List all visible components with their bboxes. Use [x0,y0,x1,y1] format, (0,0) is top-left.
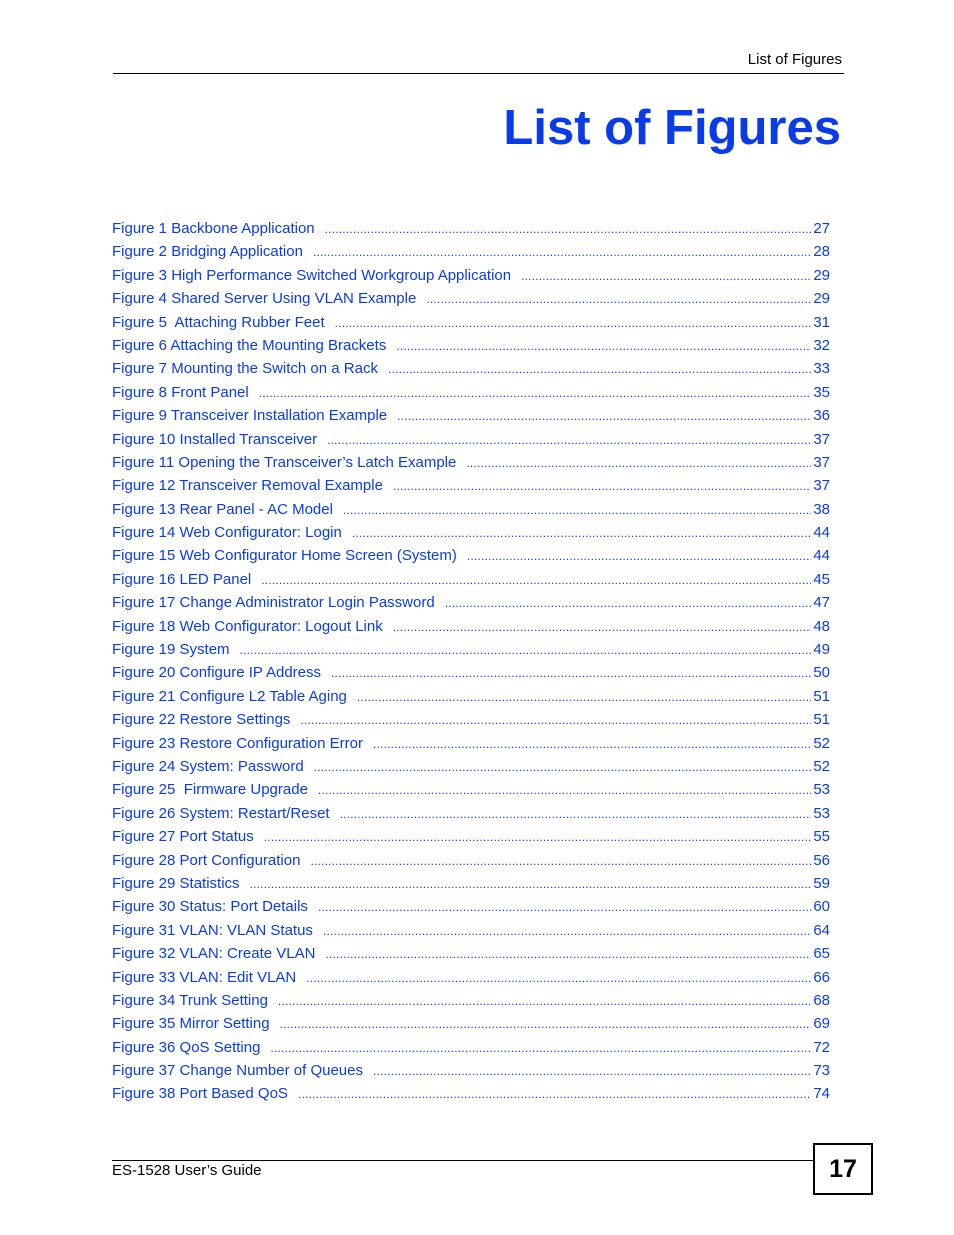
dot-leader [343,499,811,521]
figure-entry[interactable] [112,264,830,287]
figure-entry-page[interactable]: 28 [813,243,830,261]
dot-leader [300,709,811,731]
figure-entry-label[interactable]: Figure 12 Transceiver Removal Example [112,477,383,495]
figure-entry-label[interactable]: Figure 22 Restore Settings [112,711,291,729]
dot-leader [396,335,811,357]
figure-entry-label[interactable]: Figure 5 Attaching Rubber Feet [112,313,325,331]
figure-entry-label[interactable]: Figure 23 Restore Configuration Error [112,734,363,752]
figure-entry-page[interactable]: 52 [813,757,830,775]
figure-entry[interactable] [112,942,830,965]
figure-entry-page[interactable]: 44 [813,547,830,565]
dot-leader [240,639,812,661]
figure-entry-page[interactable]: 45 [813,570,830,588]
dot-leader [340,803,812,825]
footer-guide-name: ES-1528 User’s Guide [112,1162,262,1179]
figure-entry[interactable] [112,381,830,404]
dot-leader [259,382,812,404]
figure-entry-page[interactable]: 29 [813,266,830,284]
figure-entry[interactable] [112,357,830,380]
figure-entry-label[interactable]: Figure 26 System: Restart/Reset [112,804,330,822]
figure-entry[interactable] [112,732,830,755]
figure-entry-label[interactable]: Figure 25 Firmware Upgrade [112,781,308,799]
figure-entry-label[interactable]: Figure 35 Mirror Setting [112,1015,270,1033]
figure-entry-label[interactable]: Figure 30 Status: Port Details [112,898,308,916]
figure-entry[interactable] [112,661,830,684]
figure-entry[interactable] [112,615,830,638]
figure-entry[interactable] [112,404,830,427]
figure-entry-label[interactable]: Figure 37 Change Number of Queues [112,1062,363,1080]
figure-entry[interactable] [112,334,830,357]
figure-entry[interactable] [112,755,830,778]
figure-entry-page[interactable]: 68 [813,991,830,1009]
figure-entry-label[interactable]: Figure 36 QoS Setting [112,1038,261,1056]
figure-entry-label[interactable]: Figure 9 Transceiver Installation Example [112,407,388,425]
dot-leader [323,920,811,942]
figure-entry[interactable] [112,895,830,918]
figure-entry-page[interactable]: 59 [813,874,830,892]
figure-entry-page[interactable]: 47 [813,594,830,612]
dot-leader [325,943,811,965]
figure-entry-label[interactable]: Figure 28 Port Configuration [112,851,301,869]
figure-entry-page[interactable]: 49 [813,641,830,659]
figure-entry-page[interactable]: 50 [813,664,830,682]
dot-leader [335,312,812,334]
figure-entry-label[interactable]: Figure 3 High Performance Switched Workgroup Application [112,266,512,284]
dot-leader [352,522,811,544]
figure-entry[interactable] [112,1059,830,1082]
dot-leader [521,265,811,287]
figure-entry-label[interactable]: Figure 13 Rear Panel - AC Model [112,500,333,518]
dot-leader [388,358,811,380]
figure-entry-page[interactable]: 72 [813,1038,830,1056]
figure-entry[interactable] [112,311,830,334]
dot-leader [467,545,811,567]
figure-entry-label[interactable]: Figure 14 Web Configurator: Login [112,524,342,542]
figure-entry-label[interactable]: Figure 11 Opening the Transceiver’s Latch Example [112,453,457,471]
figure-entry-page[interactable]: 66 [813,968,830,986]
dot-leader [466,452,811,474]
dot-leader [278,990,811,1012]
dot-leader [318,779,811,801]
dot-leader [331,662,811,684]
dot-leader [264,826,812,848]
figure-entry-page[interactable]: 37 [813,453,830,471]
figure-entry-label[interactable]: Figure 7 Mounting the Switch on a Rack [112,360,378,378]
figure-entry-label[interactable]: Figure 19 System [112,641,230,659]
figure-entry-page[interactable]: 51 [813,711,830,729]
figure-entry[interactable] [112,989,830,1012]
figure-entry-label[interactable]: Figure 24 System: Password [112,757,304,775]
figure-entry-page[interactable]: 65 [813,945,830,963]
figure-entry-page[interactable]: 56 [813,851,830,869]
figure-entry[interactable] [112,474,830,497]
figure-entry-page[interactable]: 37 [813,430,830,448]
figure-entry-label[interactable]: Figure 1 Backbone Application [112,220,315,237]
dot-leader [250,873,812,895]
dot-leader [314,756,812,778]
dot-leader [318,896,811,918]
figure-entry-page[interactable]: 74 [813,1085,830,1103]
dot-leader [397,405,811,427]
figure-entry-label[interactable]: Figure 16 LED Panel [112,570,252,588]
dot-leader [357,686,811,708]
figure-entry-label[interactable]: Figure 8 Front Panel [112,383,249,401]
dot-leader [270,1037,811,1059]
figure-entry[interactable] [112,778,830,801]
figure-entry[interactable] [112,919,830,942]
figure-entry-label[interactable]: Figure 6 Attaching the Mounting Brackets [112,336,387,354]
running-header: List of Figures [747,51,842,68]
figure-entry-page[interactable]: 44 [813,524,830,542]
dot-leader [280,1013,812,1035]
figure-entry-label[interactable]: Figure 29 Statistics [112,874,240,892]
page-number-box [813,1143,873,1195]
figure-entry-page[interactable]: 32 [813,336,830,354]
figure-entry[interactable] [112,966,830,989]
figure-entry-label[interactable]: Figure 10 Installed Transceiver [112,430,318,448]
figure-entry-page[interactable]: 52 [813,734,830,752]
dot-leader [445,592,812,614]
figure-entry[interactable] [112,428,830,451]
figure-entry-page[interactable]: 53 [813,781,830,799]
dot-leader [310,850,811,872]
dot-leader [325,218,812,240]
figure-entry-label[interactable]: Figure 38 Port Based QoS [112,1085,288,1103]
dot-leader [313,241,811,263]
dot-leader [298,1083,811,1105]
figure-entry[interactable] [112,287,830,310]
figure-entry-label[interactable]: Figure 20 Configure IP Address [112,664,322,682]
figure-entry-page[interactable]: 53 [813,804,830,822]
dot-leader [393,616,812,638]
figure-entry[interactable] [112,1036,830,1059]
figure-entry[interactable] [112,685,830,708]
figure-entry-label[interactable]: Figure 32 VLAN: Create VLAN [112,945,316,963]
dot-leader [426,288,811,310]
dot-leader [373,1060,811,1082]
figure-entry[interactable] [112,708,830,731]
figure-entry-page[interactable]: 60 [813,898,830,916]
figure-entry[interactable] [112,498,830,521]
figure-entry-label[interactable]: Figure 31 VLAN: VLAN Status [112,921,313,939]
figure-entry-page[interactable]: 64 [813,921,830,939]
figure-entry-page[interactable]: 38 [813,500,830,518]
figure-entry[interactable] [112,638,830,661]
figure-entry-page[interactable]: 31 [813,313,830,331]
figure-entry-page[interactable]: 48 [813,617,830,635]
page-number: 17 [829,1154,857,1183]
figure-entry-page[interactable]: 29 [813,290,830,308]
dot-leader [393,475,811,497]
figure-entry[interactable] [112,568,830,591]
figure-entry-label[interactable]: Figure 34 Trunk Setting [112,991,268,1009]
figure-entry-label[interactable]: Figure 15 Web Configurator Home Screen (System) [112,547,457,565]
dot-leader [306,967,811,989]
figure-entry[interactable] [112,217,830,240]
figure-entry[interactable] [112,521,830,544]
figure-entry[interactable] [112,825,830,848]
figure-entry[interactable] [112,451,830,474]
page-title: List of Figures [503,101,841,155]
figure-entry[interactable] [112,849,830,872]
figure-entry-label[interactable]: Figure 27 Port Status [112,828,254,846]
figure-entry[interactable] [112,591,830,614]
figure-entry[interactable] [112,544,830,567]
figure-entry-page[interactable]: 73 [813,1062,830,1080]
figure-entry-page[interactable]: 33 [813,360,830,378]
header-rule [113,73,844,74]
figure-entry-label[interactable]: Figure 17 Change Administrator Login Password [112,594,435,612]
dot-leader [327,429,811,451]
figure-entry-page[interactable]: 55 [813,828,830,846]
figure-entry-page[interactable]: 36 [813,407,830,425]
figure-entry-page[interactable]: 51 [813,687,830,705]
dot-leader [373,733,811,755]
figure-list [112,217,830,1106]
figure-entry[interactable] [112,1082,830,1105]
dot-leader [261,569,811,591]
figure-entry[interactable] [112,240,830,263]
figure-entry-label[interactable]: Figure 21 Configure L2 Table Aging [112,687,347,705]
figure-entry-label[interactable]: Figure 2 Bridging Application [112,243,303,261]
figure-entry-page[interactable]: 37 [813,477,830,495]
figure-entry-label[interactable]: Figure 4 Shared Server Using VLAN Example [112,290,417,308]
figure-entry-label[interactable]: Figure 18 Web Configurator: Logout Link [112,617,383,635]
figure-entry-page[interactable]: 27 [813,220,830,237]
figure-entry[interactable] [112,1012,830,1035]
figure-entry-page[interactable]: 35 [813,383,830,401]
figure-entry[interactable] [112,872,830,895]
figure-entry[interactable] [112,802,830,825]
figure-entry-page[interactable]: 69 [813,1015,830,1033]
figure-entry-label[interactable]: Figure 33 VLAN: Edit VLAN [112,968,297,986]
